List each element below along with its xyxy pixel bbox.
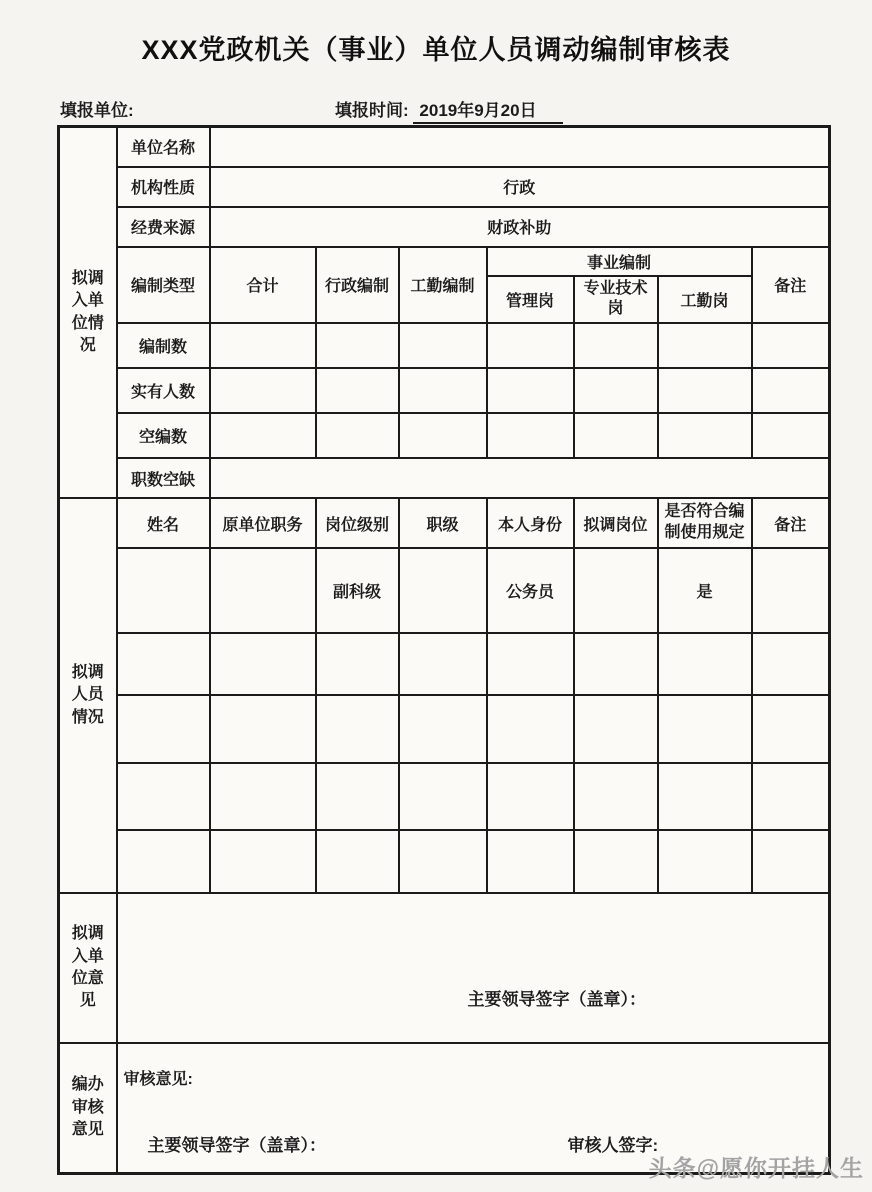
person-row — [59, 633, 830, 695]
person-row — [59, 763, 830, 830]
cell-name — [117, 548, 210, 633]
review-leader-signature-label: 主要领导签字（盖章）： — [147, 1135, 326, 1155]
col-header-worker-post: 工勤岗 — [658, 276, 752, 324]
col-header-staffing-compliance: 是否符合编制使用规定 — [658, 498, 752, 548]
row-label-unit-name: 单位名称 — [117, 127, 210, 167]
cell-blank — [487, 368, 574, 413]
row-label-staffing-count: 编制数 — [117, 323, 210, 368]
col-header-proposed-post: 拟调岗位 — [574, 498, 658, 548]
col-header-identity: 本人身份 — [487, 498, 574, 548]
cell-blank — [487, 830, 574, 893]
cell-blank — [487, 633, 574, 695]
reviewer-signature-label: 审核人签字: — [567, 1135, 659, 1155]
cell-blank — [399, 368, 487, 413]
section-label-target-unit-opinion: 拟调入单位意见 — [59, 893, 117, 1043]
cell-blank — [752, 830, 830, 893]
cell-blank — [574, 830, 658, 893]
cell-blank — [316, 633, 399, 695]
cell-blank — [487, 413, 574, 458]
col-header-professional-post: 专业技术岗 — [574, 276, 658, 324]
col-header-admin-staffing: 行政编制 — [316, 247, 399, 324]
cell-blank — [658, 763, 752, 830]
col-header-worker-staffing: 工勤编制 — [399, 247, 487, 324]
section-label-transfer-person-info: 拟调人员情况 — [59, 498, 117, 893]
cell-compliance: 是 — [658, 548, 752, 633]
cell-blank — [752, 763, 830, 830]
cell-blank — [399, 413, 487, 458]
cell-blank — [210, 368, 316, 413]
cell-blank — [399, 633, 487, 695]
row-label-vacant-count: 空编数 — [117, 413, 210, 458]
cell-blank — [316, 695, 399, 763]
meta-row — [0, 96, 872, 122]
col-header-remark-1: 备注 — [752, 247, 830, 324]
cell-blank — [658, 633, 752, 695]
cell-blank — [752, 368, 830, 413]
cell-blank — [210, 763, 316, 830]
watermark-text: 头条@愿你开挂人生 — [648, 1155, 864, 1181]
cell-blank — [316, 368, 399, 413]
section-label-target-unit-info: 拟调入单位情况 — [59, 127, 117, 499]
cell-blank — [752, 633, 830, 695]
cell-blank — [316, 413, 399, 458]
col-header-total: 合计 — [210, 247, 316, 324]
cell-proposed-post — [574, 548, 658, 633]
col-header-remark-2: 备注 — [752, 498, 830, 548]
cell-blank — [658, 323, 752, 368]
cell-blank — [658, 695, 752, 763]
cell-blank — [752, 695, 830, 763]
cell-identity: 公务员 — [487, 548, 574, 633]
cell-blank — [574, 763, 658, 830]
cell-blank — [658, 830, 752, 893]
row-label-funding-source: 经费来源 — [117, 207, 210, 247]
review-form-table — [57, 125, 831, 1175]
cell-blank — [399, 323, 487, 368]
cell-unit-name-value — [210, 127, 830, 167]
cell-blank — [117, 830, 210, 893]
cell-org-nature-value: 行政 — [210, 167, 830, 207]
cell-position-vacancy-value — [210, 458, 830, 498]
report-date-label: 填报时间: — [335, 101, 409, 120]
col-header-career-staffing: 事业编制 — [487, 247, 752, 276]
cell-blank — [210, 413, 316, 458]
cell-blank — [487, 695, 574, 763]
cell-blank — [399, 830, 487, 893]
cell-blank — [210, 323, 316, 368]
col-header-post-level: 岗位级别 — [316, 498, 399, 548]
cell-remark — [752, 548, 830, 633]
cell-blank — [574, 368, 658, 413]
person-row — [59, 830, 830, 893]
cell-blank — [487, 323, 574, 368]
person-row — [59, 548, 830, 633]
cell-blank — [574, 695, 658, 763]
cell-blank — [658, 368, 752, 413]
cell-blank — [574, 413, 658, 458]
cell-blank — [117, 633, 210, 695]
col-header-rank: 职级 — [399, 498, 487, 548]
col-header-staffing-type: 编制类型 — [117, 247, 210, 324]
cell-blank — [316, 323, 399, 368]
cell-blank — [316, 763, 399, 830]
cell-blank — [399, 763, 487, 830]
leader-signature-label: 主要领导签字（盖章）： — [467, 990, 646, 1010]
cell-blank — [316, 830, 399, 893]
col-header-original-post: 原单位职务 — [210, 498, 316, 548]
page-title: XXX党政机关（事业）单位人员调动编制审核表 — [141, 35, 731, 65]
cell-funding-value: 财政补助 — [210, 207, 830, 247]
cell-blank — [117, 763, 210, 830]
row-label-position-vacancy: 职数空缺 — [117, 458, 210, 498]
section-label-review-opinion: 编办审核意见 — [59, 1043, 117, 1173]
cell-blank — [210, 695, 316, 763]
cell-blank — [574, 323, 658, 368]
cell-original-post — [210, 548, 316, 633]
cell-blank — [752, 413, 830, 458]
row-label-actual-count: 实有人数 — [117, 368, 210, 413]
cell-blank — [658, 413, 752, 458]
cell-blank — [210, 830, 316, 893]
cell-blank — [399, 695, 487, 763]
row-label-org-nature: 机构性质 — [117, 167, 210, 207]
report-date-value: 2019年9月20日 — [413, 96, 563, 124]
cell-post-level: 副科级 — [316, 548, 399, 633]
report-date — [335, 96, 563, 124]
target-unit-opinion-area — [117, 893, 830, 1043]
cell-rank — [399, 548, 487, 633]
person-row — [59, 695, 830, 763]
cell-blank — [574, 633, 658, 695]
cell-blank — [752, 323, 830, 368]
cell-blank — [210, 633, 316, 695]
cell-blank — [487, 763, 574, 830]
report-unit-label: 填报单位: — [60, 101, 134, 120]
col-header-name: 姓名 — [117, 498, 210, 548]
review-opinion-label: 审核意见: — [123, 1071, 193, 1089]
col-header-management-post: 管理岗 — [487, 276, 574, 324]
cell-blank — [117, 695, 210, 763]
